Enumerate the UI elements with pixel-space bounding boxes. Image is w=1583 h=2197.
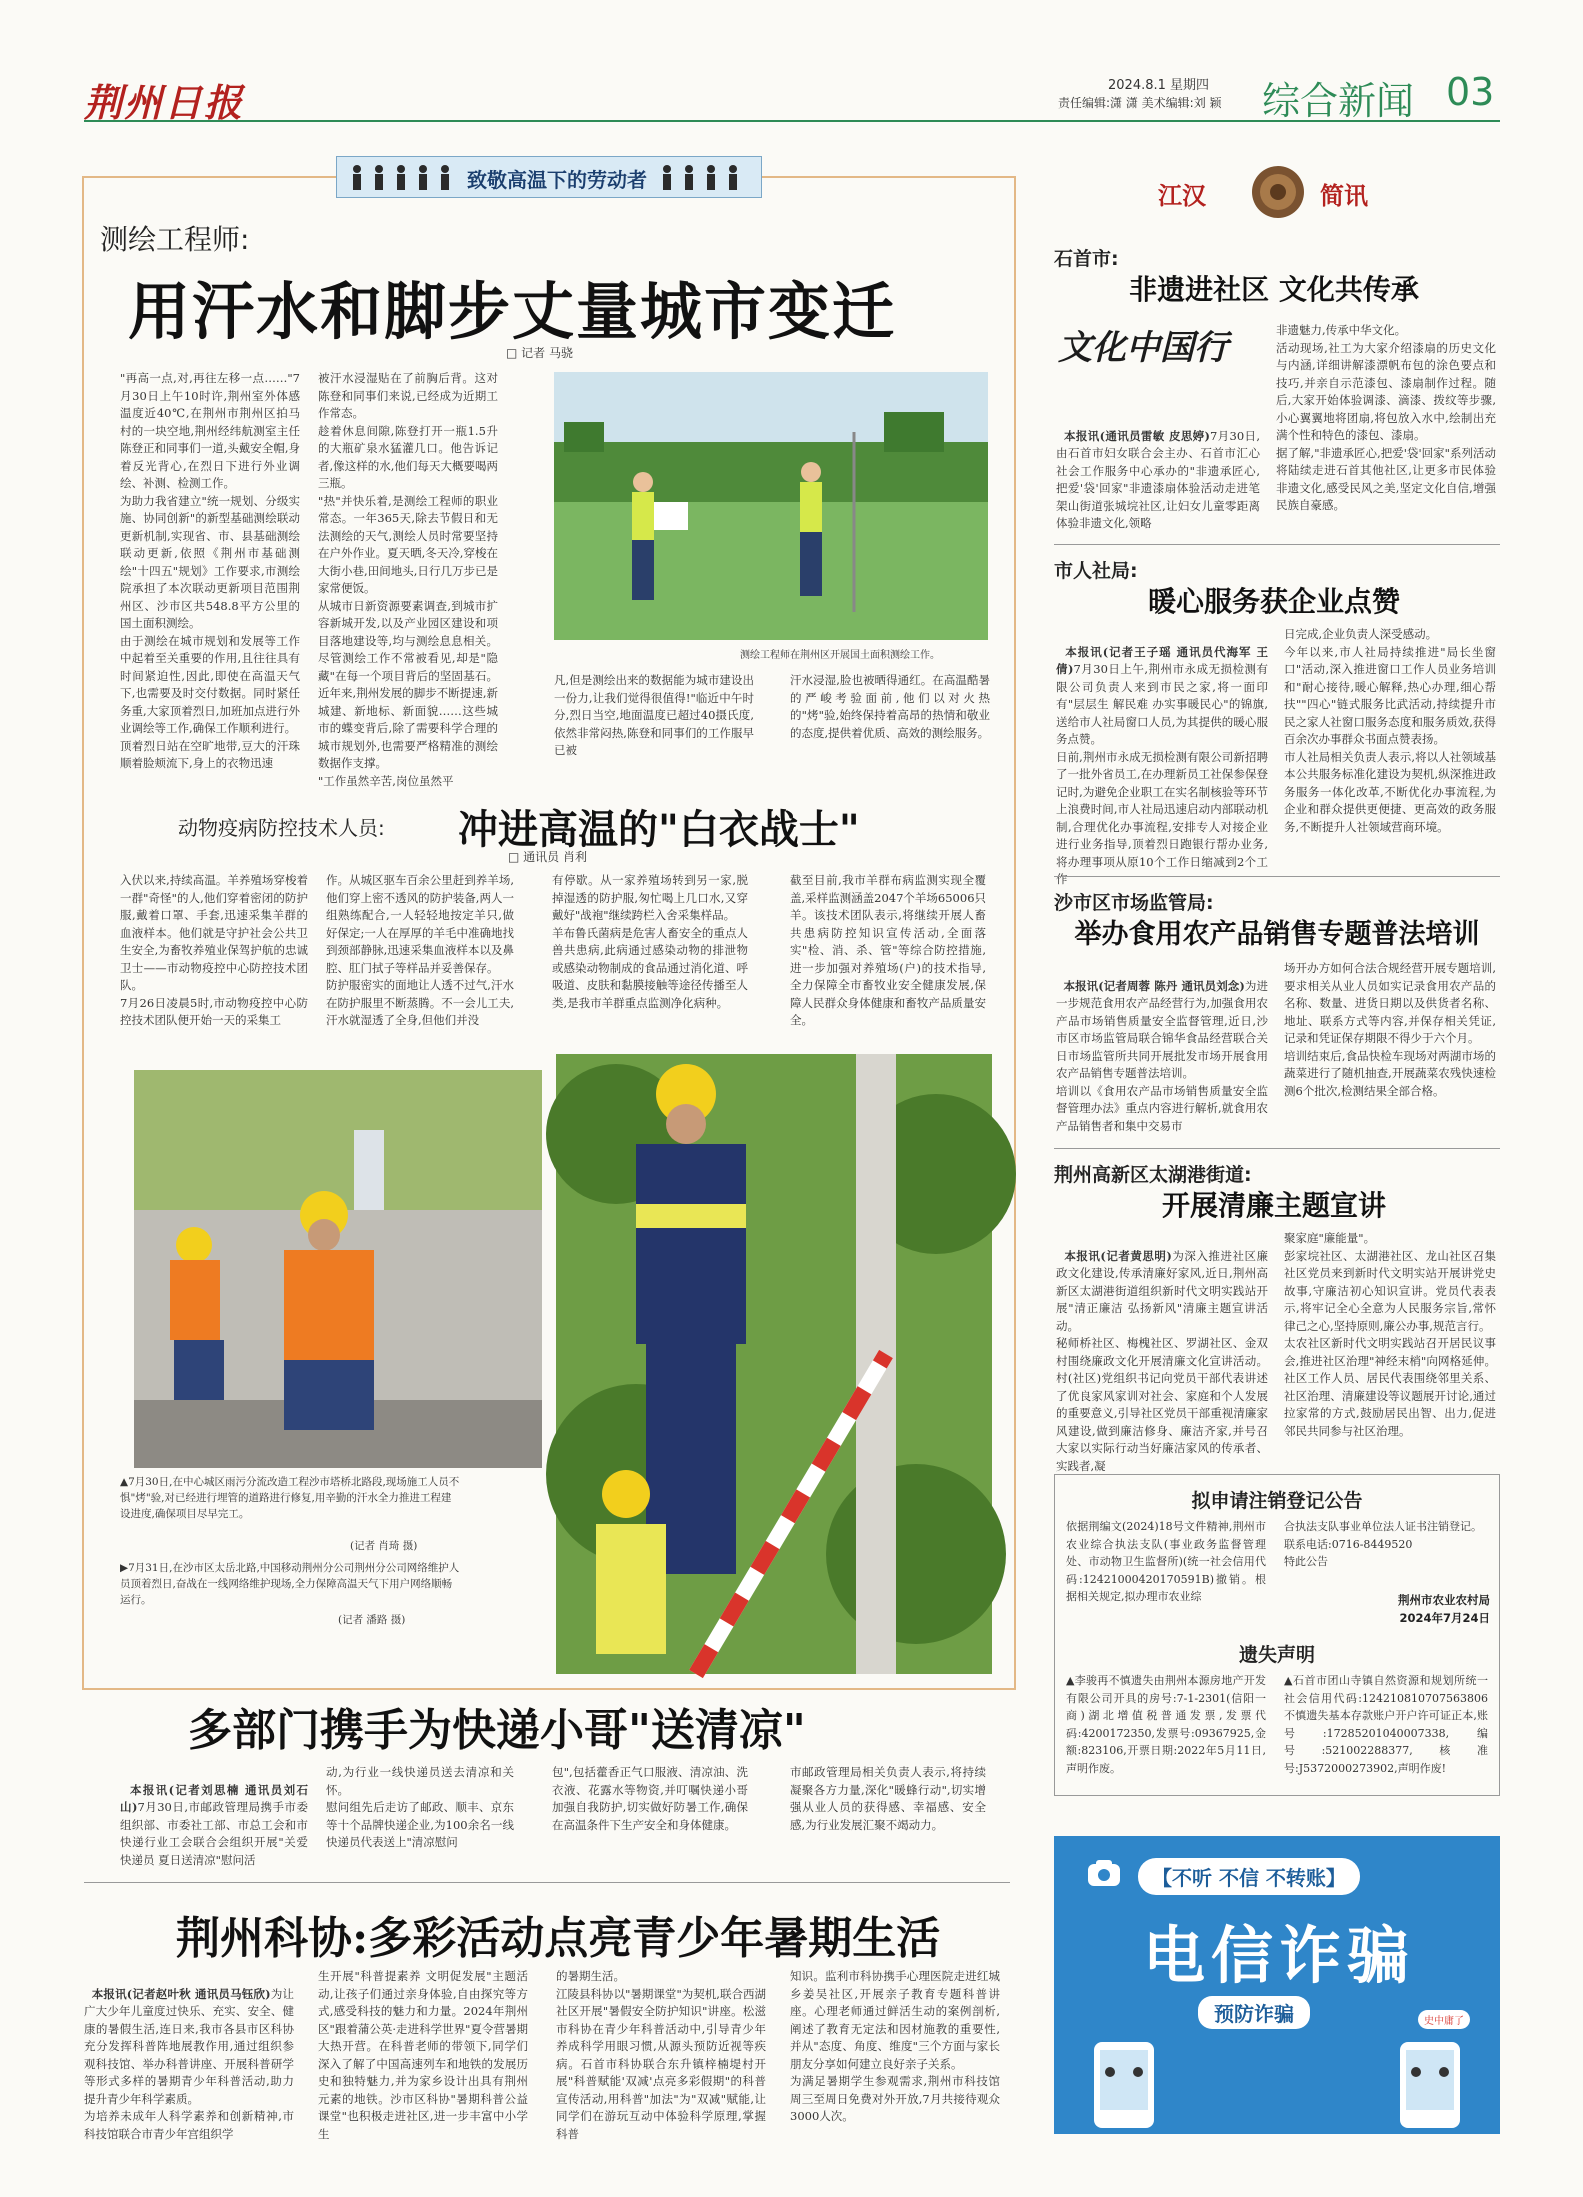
deregistration-date: 2024年7月24日 — [1399, 1611, 1490, 1625]
brief2-bottom-rule — [1054, 876, 1500, 877]
masthead-rule — [84, 120, 1500, 122]
section-name: 综合新闻 — [1262, 79, 1415, 123]
article2-column-2: 作。从城区驱车百余公里赶到养羊场,他们穿上密不透风的防护装备,两人一组熟练配合,一人轻轻地按定羊只,做好保定;一人在厚厚的羊毛中准确地找到颈部静脉,迅速采集血液样本以及鼻腔、肛门拭子等样品并妥善保存。 防护服密实的面地让人透不过气,汗水在防护服里不断蒸腾。不一会儿工夫,汗水就湿透了全身,但他们并没 — [326, 873, 514, 1027]
article3-column-1 — [120, 1764, 308, 1867]
brief4-text-2: 聚家庭"廉能量"。 彭家垸社区、太湖港社区、龙山社区召集社区党员来到新时代文明实站开展讲党史故事,守廉洁初心知识宣讲。党员代表表示,将牢记全心全意为人民服务宗旨,常怀律己之心,坚持原则,廉公办事,规范言行。 太农社区新时代文明实践站召开居民议事会,推进社区治理"神经末梢"向网格延伸。社区工作人员、居民代表围绕邻里关系、社区治理、清廉建设等议题展开讨论,通过拉家常的方式,鼓励居民出智、出力,促进邻民共同参与社区治理。 — [1284, 1231, 1496, 1438]
article2-title: 冲进高温的"白衣战士" — [458, 806, 860, 853]
article1-title: 用汗水和脚步丈量城市变迁 — [128, 275, 897, 348]
culture-china-logo: 文化中国行 — [1058, 328, 1228, 368]
article1-column-1: "再高一点,对,再往左移一点……"7月30日上午10时许,荆州室外体感温度近40℃,在荆州市荆州区拍马村的一块空地,荆州经纬航测室主任陈登正和同事们一道,头戴安全帽,身着反光背心,在烈日下进行外业调绘、补测、检测工作。 为助力我省建立"统一规划、分级实施、协同创新"的新型基础测绘联动更新机制,实现省、市、县基础测绘联动更新,依照《荆州市基础测绘"十四五"规划》工作要求,市测绘院承担了本次联动更新项目范围荆州区、沙市区共548.8平方公里的国土面积测绘。 由于测绘在城市规划和发展等工作中起着至关重要的作用,且往往具有时间紧迫性,因此,即使在高温天气下,也需要及时交付数据。同时紧任务重,大家顶着烈日,加班加点进行外业调绘等工作,确保工作顺利进行。 顶着烈日站在空旷地带,豆大的汗珠顺着脸颊流下,身上的衣物迅速 — [120, 371, 300, 770]
brief1-lead: 本报讯(通讯员雷敏 皮思婷) — [1064, 428, 1210, 443]
brief2-text-2: 日完成,企业负责人深受感动。 今年以来,市人社局持续推进"局长坐窗口"活动,深入推进窗口工作人员业务培训和"耐心接待,暖心解释,热心办理,细心帮扶""四心"链式服务比武活动,持续提升市民之家人社窗口服务态度和服务质效,获得百余次办事群众书面点赞表扬。 市人社局相关负责人表示,将以人社领域基本公共服务标准化建设为契机,纵深推进政务服务一体化改革,不断优化办事流程,为企业和群众提供更便捷、更高效的政务服务,不断提升人社领域营商环境。 — [1284, 627, 1496, 834]
article2-column-4: 截至目前,我市羊群布病监测实现全覆盖,采样监测涵盖2047个羊场65006只羊。该技术团队表示,将继续开展人畜共患病防控知识宣传活动,全面落实"检、消、杀、管"等综合防控措施,进一步加强对养殖场(户)的技术指导,全力保障全市畜牧业安全健康发展,保障人民群众身体健康和畜牧产品质量安全。 — [790, 873, 987, 1027]
phone-cartoon-left-icon — [1064, 2032, 1184, 2132]
road-workers-photo — [134, 1070, 542, 1468]
lost-notice-text-1: ▲李骏再不慎遗失由荆州本源房地产开发有限公司开具的房号:7-1-2301(信阳一商)湖北增值税普通发票,发票代码:4200172350,发票号:09367925,金额:823106,开票日期:2022年5月11日,声明作废。 — [1066, 1674, 1266, 1775]
article1-byline: □ 记者 马骁 — [506, 346, 573, 360]
road-workers-photo-image — [134, 1070, 542, 1468]
article3-lead: 本报讯(记者刘思楠 通讯员刘石山) — [120, 1782, 308, 1814]
brief2-lead: 本报讯(记者王子瑶 通讯员代海军 王倩) — [1056, 644, 1269, 676]
phone-cartoon-right-icon — [1370, 2032, 1490, 2132]
surveyors-photo-caption: 测绘工程师在荆州区开展国土面积测绘工作。 — [740, 650, 940, 661]
brief1-title: 非遗进社区 文化共传承 — [1129, 273, 1419, 306]
phone-icon — [1084, 1854, 1124, 1894]
article4-column-1 — [84, 1968, 294, 2178]
article3-title: 多部门携手为快递小哥"送清凉" — [188, 1705, 806, 1756]
banner-text: 致敬高温下的劳动者 — [467, 168, 647, 192]
anti-fraud-ad — [1054, 1836, 1500, 2134]
brief-header-jiang: 江汉 — [1158, 181, 1206, 210]
telecom-worker-credit: (记者 潘路 摄) — [338, 1614, 406, 1626]
feature-banner — [336, 156, 762, 198]
brief4-title: 开展清廉主题宣讲 — [1161, 1189, 1386, 1222]
brief3-text-1-body: 为进一步规范食用农产品经营行为,加强食用农产品市场销售质量安全监督管理,近日,沙市区市场监管局联合锦华食品经营联合关日市场监管所共同开展批发市场开展食用农产品销售专题普法培训。 培训以《食用农产品市场销售质量安全监督管理办法》重点内容进行解析,就食用农产品销售者和集中交易市 — [1056, 978, 1268, 1133]
masthead-editors: 责任编辑:潇 潇 美术编辑:刘 颖 — [1058, 96, 1222, 110]
deregistration-title: 拟申请注销登记公告 — [1191, 1490, 1363, 1512]
brief4-place: 荆州高新区太湖港街道: — [1054, 1164, 1252, 1186]
telecom-worker-photo-image — [556, 1054, 992, 1674]
brief1-place: 石首市: — [1054, 248, 1119, 270]
brief3-text-1 — [1056, 960, 1268, 1133]
brief2-text-1-body: 7月30日上午,荆州市永成无损检测有限公司负责人来到市民之家,将一面印有"层层生 解民难 办实事暖民心"的锦旗,送给市人社局窗口人员,为其提供的暖心服务点赞。 日前,荆州市永成无损检测有限公司新招聘了一批外省员工,在办理新员工社保参保登记时,为避免企业职工在实名制核验等环节上浪费时间,市人社局迅速启动内部联动机制,合理优化办事流程,安排专人对接企业进行业务指导,顶着烈日跑银行帮办业务,将办理事项从原10个工作日缩减到2个工作 — [1056, 662, 1268, 886]
article1-column-4: 汗水浸湿,脸也被晒得通红。在高温酷暑的严峻考验面前,他们以对火热的"烤"验,始终保持着高昂的热情和敬业的态度,提供着优质、高效的测绘服务。 — [790, 673, 990, 740]
page-number: 03 — [1446, 70, 1495, 114]
telecom-worker-photo — [556, 1054, 992, 1674]
article4-title: 荆州科协:多彩活动点亮青少年暑期生活 — [176, 1913, 941, 1964]
article4-column-2: 生开展"科普提素养 文明促发展"主题活动,让孩子们通过亲身体验,自由探究等方式,感受科技的魅力和力量。2024年荆州区"跟着蒲公英·走进科学世界"夏令营暑期大热开营。在科普老师的带领下,同学们深入了解了中国高速列车和地铁的发展历史和独特魅力,并为家乡设计出具有荆州元素的地铁。沙市区科协"暑期科普公益课堂"也积极走进社区,进一步丰富中小学生 — [318, 1969, 528, 2141]
article4-lead: 本报讯(记者赵叶秋 通讯员马钰欣) — [91, 1986, 271, 2001]
article1-kicker: 测绘工程师: — [100, 223, 250, 256]
anti-fraud-headline: 电信诈骗 — [1142, 1919, 1415, 1992]
brief-header-jianxun: 简讯 — [1320, 181, 1368, 210]
brief4-text-1 — [1056, 1230, 1268, 1473]
road-workers-credit: (记者 肖琦 摄) — [350, 1540, 418, 1552]
telecom-worker-caption: ▶7月31日,在沙市区太岳北路,中国移动荆州分公司荆州分公司网络维护人员顶着烈日,奋战在一线网络维护现场,全力保障高温天气下用户网络顺畅运行。 — [120, 1562, 460, 1606]
surveyors-photo — [554, 372, 988, 640]
anti-fraud-speech-bubble: 史中庸了 — [1418, 2010, 1470, 2029]
article4-column-1-text: 为让广大少年儿童度过快乐、充实、安全、健康的暑假生活,连日来,我市各县市区科协充分发挥科普阵地展教作用,通过组织参观科技馆、举办科普讲座、开展科普研学等形式多样的暑期青少年科普活动,助力提升青少年科学素质。 为培养未成年人科学素养和创新精神,市科技馆联合市青少年宫组织学 — [84, 1986, 295, 2141]
article4-column-3: 的暑期生活。 江陵县科协以"暑期课堂"为契机,联合西湖社区开展"暑假安全防护知识"讲座。松滋市科协在青少年科普活动中,引导青少年养成科学用眼习惯,从源头预防近视等疾病。石首市科协联合东升镇梓楠堤村开展"科普赋能'双减'点亮多彩假期"的科普宣传活动,用科普"加法"为"双减"赋能,让同学们在游玩互动中体验科学原理,掌握科普 — [556, 1969, 766, 2141]
lost-notice-text-2: ▲石首市团山寺镇自然资源和规划所统一社会信用代码:124210810707563806不慎遗失基本存款账户开户许可证正本,账号:17285201040007338,编号:5210022883​77,核准号:J5372000273902,声明作废! — [1284, 1674, 1488, 1775]
article3-column-4: 市邮政管理局相关负责人表示,将持续凝聚各方力量,深化"暖蜂行动",切实增强从业人员的获得感、幸福感、安全感,为行业发展汇聚不竭动力。 — [790, 1765, 986, 1832]
deregistration-text-2: 合执法支队事业单位法人证书注销登记。 联系电话:0716-8449520 特此公告 — [1284, 1520, 1482, 1568]
brief3-bottom-rule — [1054, 1148, 1500, 1149]
deregistration-signer: 荆州市农业农村局 — [1398, 1593, 1490, 1607]
brief4-lead: 本报讯(记者黄思明) — [1064, 1248, 1172, 1263]
article3-column-2: 动,为行业一线快递员送去清凉和关怀。 慰问组先后走访了邮政、顺丰、京东等十个品牌快递企业,为100余名一线快递员代表送上"清凉慰问 — [326, 1765, 514, 1849]
brief3-lead: 本报讯(记者周蓉 陈丹 通讯员刘念) — [1063, 978, 1245, 993]
road-workers-caption: ▲7月30日,在中心城区雨污分流改造工程沙市塔桥北路段,现场施工人员不惧"烤"验,对已经进行埋管的道路进行修复,用辛勤的汗水全力推进工程建设进度,确保项目尽早完工。 — [120, 1476, 460, 1520]
article3-column-3: 包",包括藿香正气口服液、清凉油、洗衣液、花露水等物资,并叮嘱快递小哥加强自我防护,切实做好防暑工作,确保在高温条件下生产安全和身体健康。 — [552, 1765, 748, 1832]
brief-header — [1158, 162, 1398, 222]
lost-notice-title: 遗失声明 — [1238, 1644, 1315, 1666]
article2-column-3: 有停歇。从一家养殖场转到另一家,脱掉湿透的防护服,匆忙喝上几口水,又穿戴好"战袍"继续跨栏入舍采集样品。 羊布鲁氏菌病是危害人畜安全的重点人兽共患病,此病通过感染动物的排泄物或感染动物制成的食品通过消化道、呼吸道、皮肤和黏膜接触等途径传播至人类,是我市羊群重点监测净化病种。 — [552, 873, 748, 1010]
article4-top-rule — [84, 1882, 1010, 1883]
brief3-text-2: 场开办方如何合法合规经营开展专题培训,要求相关从业人员如实记录食用农产品的名称、数量、进货日期以及供货者名称、地址、联系方式等内容,并保存相关凭证,记录和凭证保存期限不得少于六个月。 培训结束后,食品快检车现场对两湖市场的蔬菜进行了随机抽查,开展蔬菜农残快速检测6个批次,检测结果全部合格。 — [1284, 961, 1496, 1098]
anti-fraud-tagline: 【不听 不信 不转账】 — [1138, 1858, 1360, 1895]
article1-column-2: 被汗水浸湿贴在了前胸后背。这对陈登和同事们来说,已经成为近期工作常态。 趁着休息间隙,陈登打开一瓶1.5升的大瓶矿泉水猛灌几口。他告诉记者,像这样的水,他们每天大概要喝两三瓶。 "热"并快乐着,是测绘工程师的职业常态。一年365天,除去节假日和无法测绘的天气,测绘人员时常要坚持在户外作业。夏天晒,冬天冷,穿梭在大街小巷,田间地头,日行几万步已是家常便饭。 从城市日新资源要素调查,到城市扩容新城开发,以及产业园区建设和项目落地建设等,均与测绘息息相关。尽管测绘工作不常被看见,却是"隐藏"在每一个项目背后的坚固基石。近年来,荆州发展的脚步不断提速,新城建、新地标、新面貌……这些城市的蝶变背后,除了需要科学合理的城市规划外,也需要严格精准的测绘数据作支撑。 "工作虽然辛苦,岗位虽然平 — [318, 371, 498, 788]
brief3-title: 举办食用农产品销售专题普法培训 — [1074, 919, 1480, 950]
brief2-text-1 — [1056, 626, 1269, 886]
article2-column-1: 入伏以来,持续高温。羊养殖场穿梭着一群"奇怪"的人,他们穿着密闭的防护服,戴着口罩、手套,迅速采集羊群的血液样本。他们就是守护社会公共卫生安全,为畜牧养殖业保驾护航的忠诚卫士——市动物疫控中心防控技术团队。 7月26日凌晨5时,市动物疫控中心防控技术团队便开始一天的采集工 — [120, 873, 308, 1027]
brief3-place: 沙市区市场监管局: — [1054, 892, 1214, 914]
brief4-text-1-body: 为深入推进社区廉政文化建设,传承清廉好家风,近日,荆州高新区太湖港街道组织新时代文明实践站开展"清正廉洁 弘扬新风"清廉主题宣讲活动。 秘师桥社区、梅槐社区、罗湖社区、金双村围绕廉政文化开展清廉文化宣讲活动。村(社区)党组织书记向党员干部代表讲述了优良家风家训对社会、家庭和个人发展的重要意义,引导社区党员干部重视清廉家风建设,做到廉洁修身、廉洁齐家,并号召大家以实际行动当好廉洁家风的传承者、实践者,凝 — [1056, 1248, 1268, 1473]
article3-column-1-text: 7月30日,市邮政管理局携手市委组织部、市委社工部、市总工会和市快递行业工会联合会组织开展"关爱快递员 夏日送清凉"慰问活 — [120, 1800, 308, 1867]
brief1-text-1-body: 7月30日,由石首市妇女联合会主办、石首市汇心社会工作服务中心承办的"非遗承匠心,把爱'袋'回家"非遗漆扇体验活动走进笔架山街道张城垸社区,让妇女儿童零距离体验非遗文化,领略 — [1056, 428, 1260, 530]
brief2-place: 市人社局: — [1054, 560, 1138, 582]
deregistration-text-1: 依据荆编文(2024)18号文件精神,荆州市农业综合执法支队(事业政务监督管理处、市动物卫生监督所)(统一社会信用代码:12421000420170591B)撤销。根据相关规定,拟办理市农业综 — [1066, 1520, 1266, 1603]
anti-fraud-subline: 预防诈骗 — [1198, 1996, 1310, 2029]
masthead-logo: 荆州日报 — [84, 80, 245, 125]
surveyors-photo-image — [554, 372, 988, 640]
article4-column-4: 知识。监利市科协携手心理医院走进红城乡姜吴社区,开展亲子教育专题科普讲座。心理老师通过鲜活生动的案例剖析,阐述了教育无定法和因材施教的重要性,并从"态度、角度、维度"三个方面与家长朋友分享如何建立良好亲子关系。 为满足暑期学生参观需求,荆州市科技馆周三至周日免费对外开放,7月共接待观众3000人次。 — [790, 1969, 1000, 2123]
brief2-title: 暖心服务获企业点赞 — [1147, 585, 1400, 618]
article2-byline: □ 通讯员 肖利 — [508, 850, 587, 864]
bronze-emblem-icon — [1248, 162, 1308, 222]
brief1-text-2: 非遗魅力,传承中华文化。 活动现场,社工为大家介绍漆扇的历史文化与内涵,详细讲解漆漂帆布包的涂色要点和技巧,并亲自示范漆包、漆扇制作过程。随后,大家开始体验调漆、滴漆、拨纹等步骤,小心翼翼地将团扇,将包放入水中,绘制出充满个性和特色的漆包、漆扇。 据了解,"非遗承匠心,把爱'袋'回家"系列活动将陆续走进石首其他社区,让更多市民体验非遗文化,感受民风之美,坚定文化自信,增强民族自豪感。 — [1276, 323, 1496, 512]
article2-kicker: 动物疫病防控技术人员: — [178, 816, 385, 840]
brief1-text-1 — [1056, 410, 1260, 540]
article1-column-3: 凡,但是测绘出来的数据能为城市建设出一份力,让我们觉得很值得!"临近中午时分,烈日当空,地面温度已超过40摄氏度,依然非常闷热,陈登和同事们的工作服早已被 — [554, 673, 754, 757]
brief1-bottom-rule — [1054, 544, 1500, 545]
masthead-date: 2024.8.1 星期四 — [1108, 78, 1210, 93]
